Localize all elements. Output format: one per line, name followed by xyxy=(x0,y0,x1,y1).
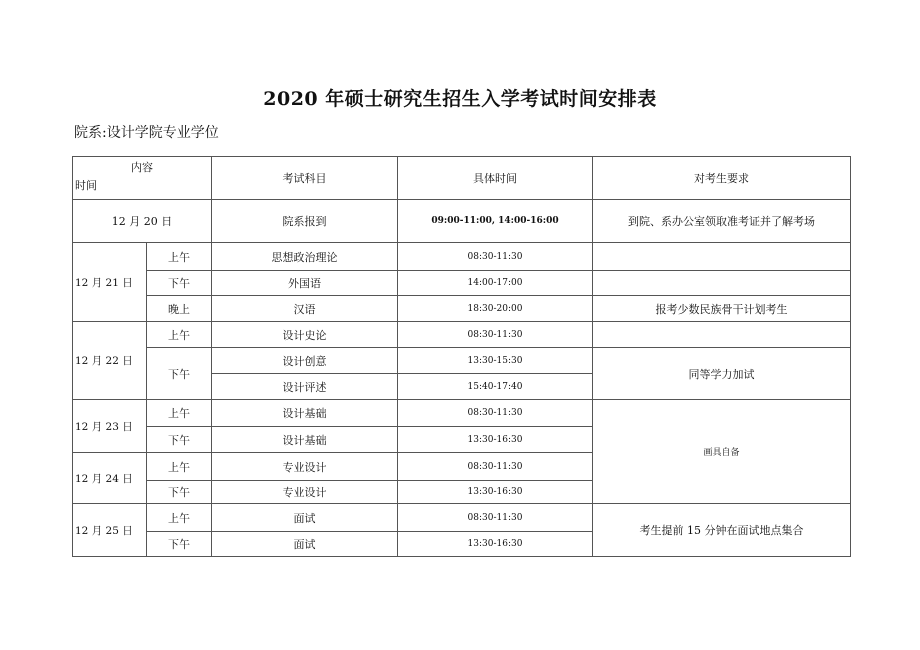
department-label: 院系:设计学院专业学位 xyxy=(74,125,219,141)
requirement-header: 对考生要求 xyxy=(593,157,851,200)
table-row xyxy=(73,296,851,322)
period-cell: 下午 xyxy=(147,481,212,504)
corner-top-label: 内容 xyxy=(131,161,153,174)
corner-header-cell xyxy=(73,157,212,200)
time-cell: 09:00-11:00, 14:00-16:00 xyxy=(398,200,593,243)
date-cell: 12 月 20 日 xyxy=(73,200,212,243)
requirement-cell: 画具自备 xyxy=(593,400,851,504)
date-cell: 12 月 21 日 xyxy=(73,243,147,322)
time-cell: 13:30-16:30 xyxy=(398,481,593,504)
requirement-cell: 到院、系办公室领取准考证并了解考场 xyxy=(593,200,851,243)
time-cell: 08:30-11:30 xyxy=(398,243,593,271)
subject-cell: 院系报到 xyxy=(212,200,398,243)
subject-cell: 面试 xyxy=(212,504,398,532)
subject-cell: 设计评述 xyxy=(212,374,398,400)
subject-cell: 专业设计 xyxy=(212,481,398,504)
requirement-cell xyxy=(593,271,851,296)
period-cell: 上午 xyxy=(147,504,212,532)
subject-cell: 设计基础 xyxy=(212,427,398,453)
subject-cell: 专业设计 xyxy=(212,453,398,481)
date-cell: 12 月 23 日 xyxy=(73,400,147,453)
period-cell: 上午 xyxy=(147,453,212,481)
period-cell: 上午 xyxy=(147,322,212,348)
date-cell: 12 月 24 日 xyxy=(73,453,147,504)
table-header-row xyxy=(73,157,851,200)
period-cell: 上午 xyxy=(147,243,212,271)
period-cell: 上午 xyxy=(147,400,212,427)
period-cell: 晚上 xyxy=(147,296,212,322)
time-cell: 15:40-17:40 xyxy=(398,374,593,400)
period-cell: 下午 xyxy=(147,532,212,557)
period-cell: 下午 xyxy=(147,427,212,453)
table-row xyxy=(73,400,851,427)
table-row xyxy=(73,348,851,374)
time-cell: 08:30-11:30 xyxy=(398,322,593,348)
subject-cell: 设计基础 xyxy=(212,400,398,427)
time-cell: 18:30-20:00 xyxy=(398,296,593,322)
page-title: 2020 年硕士研究生招生入学考试时间安排表 xyxy=(263,88,657,110)
time-cell: 14:00-17:00 xyxy=(398,271,593,296)
requirement-cell: 报考少数民族骨干计划考生 xyxy=(593,296,851,322)
period-cell: 下午 xyxy=(147,271,212,296)
requirement-cell xyxy=(593,322,851,348)
table-row xyxy=(73,271,851,296)
time-cell: 08:30-11:30 xyxy=(398,504,593,532)
subject-header: 考试科目 xyxy=(212,157,398,200)
corner-bottom-label: 时间 xyxy=(75,179,97,192)
subject-cell: 思想政治理论 xyxy=(212,243,398,271)
period-cell: 下午 xyxy=(147,348,212,400)
time-cell: 13:30-16:30 xyxy=(398,532,593,557)
requirement-cell xyxy=(593,243,851,271)
subject-cell: 外国语 xyxy=(212,271,398,296)
time-cell: 13:30-16:30 xyxy=(398,427,593,453)
requirement-cell: 考生提前 15 分钟在面试地点集合 xyxy=(593,504,851,557)
subject-cell: 设计史论 xyxy=(212,322,398,348)
table-row xyxy=(73,322,851,348)
date-cell: 12 月 25 日 xyxy=(73,504,147,557)
subject-cell: 设计创意 xyxy=(212,348,398,374)
time-cell: 08:30-11:30 xyxy=(398,400,593,427)
requirement-cell: 同等学力加试 xyxy=(593,348,851,400)
time-cell: 08:30-11:30 xyxy=(398,453,593,481)
table-row xyxy=(73,200,851,243)
exam-schedule-table xyxy=(72,156,851,557)
table-row xyxy=(73,243,851,271)
time-header: 具体时间 xyxy=(398,157,593,200)
subject-cell: 汉语 xyxy=(212,296,398,322)
subject-cell: 面试 xyxy=(212,532,398,557)
date-cell: 12 月 22 日 xyxy=(73,322,147,400)
time-cell: 13:30-15:30 xyxy=(398,348,593,374)
table-row xyxy=(73,504,851,532)
